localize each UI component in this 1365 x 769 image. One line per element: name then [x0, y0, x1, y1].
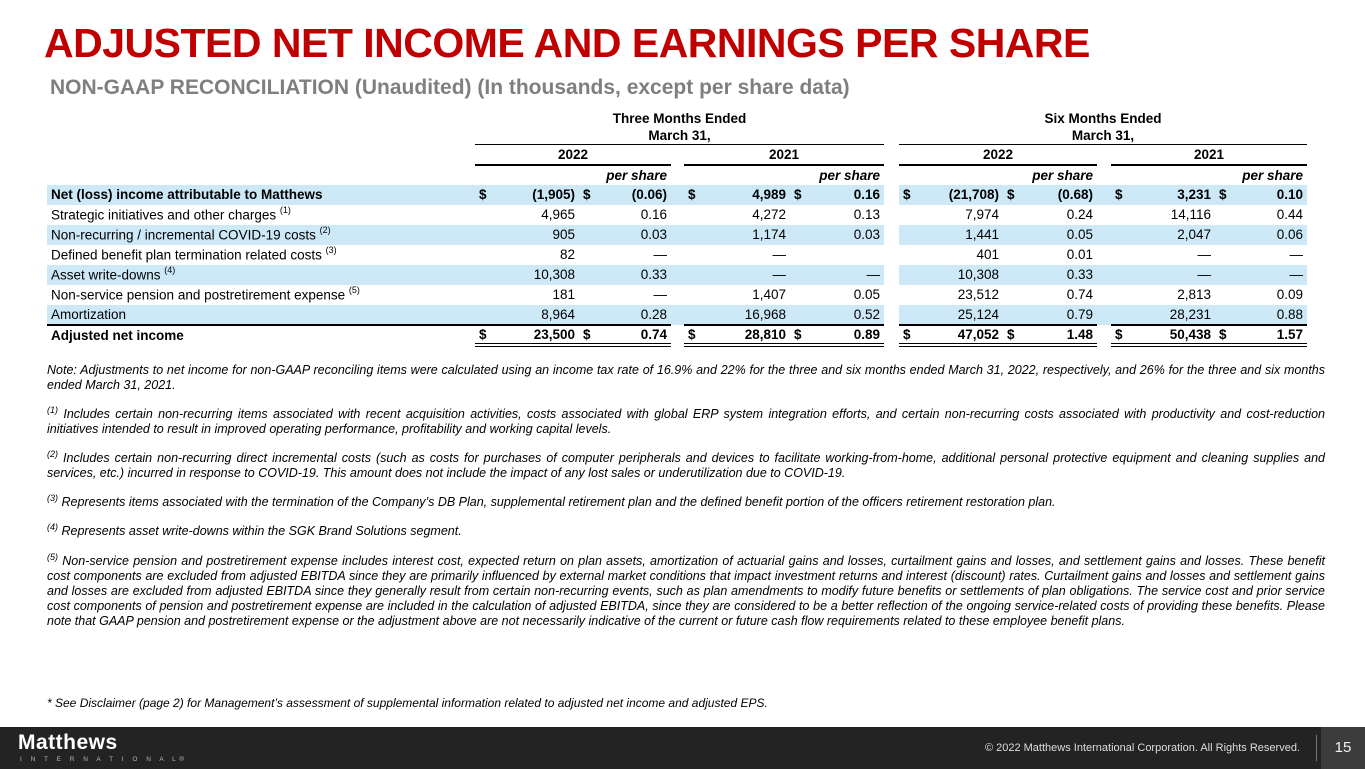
year-header: 2021	[684, 145, 884, 165]
footnote-marker: (3)	[47, 493, 58, 504]
column-gap	[1097, 265, 1111, 285]
per-share-header: per share	[606, 167, 667, 183]
dollar-sign	[790, 305, 812, 325]
dollar-sign	[1111, 245, 1133, 265]
footnote-marker: (2)	[319, 225, 331, 236]
column-gap	[671, 205, 684, 225]
dollar-sign	[475, 205, 497, 225]
dollar-sign	[1111, 285, 1133, 305]
footnote-marker: (3)	[325, 245, 337, 256]
footnote-marker: (5)	[47, 551, 58, 562]
column-gap	[884, 205, 899, 225]
dollar-sign: $	[475, 325, 497, 345]
per-share-value: (0.68)	[1025, 185, 1097, 205]
amount-value: 1,174	[706, 225, 790, 245]
amount-value: 2,813	[1177, 287, 1212, 302]
footnote-marker: (1)	[279, 205, 291, 216]
year-header: 2022	[899, 145, 1097, 165]
column-gap	[1097, 225, 1111, 245]
column-gap	[1097, 285, 1111, 305]
column-gap	[1097, 165, 1111, 185]
per-share-value: —	[812, 265, 884, 285]
dollar-sign	[684, 225, 706, 245]
per-share-value: 0.89	[812, 325, 884, 345]
notes-section	[47, 363, 1325, 639]
per-share-value: 0.03	[601, 225, 671, 245]
dollar-sign: $	[1215, 185, 1237, 205]
dollar-sign	[1003, 245, 1025, 265]
dollar-sign: $	[1003, 325, 1025, 345]
amount-value: 28,810	[706, 325, 790, 345]
table-row	[47, 285, 1307, 305]
dollar-sign	[899, 205, 921, 225]
footnote-marker: (5)	[348, 285, 360, 296]
per-share-value: 0.16	[812, 185, 884, 205]
column-gap	[884, 165, 899, 185]
row-label: Asset write-downs $^{(4)}$	[47, 265, 475, 285]
dollar-sign	[1215, 265, 1237, 285]
amount-value: —	[706, 265, 790, 285]
amount-value: 28,231	[1133, 305, 1215, 325]
amount-value: —	[1133, 265, 1215, 285]
dollar-sign: $	[899, 185, 921, 205]
dollar-sign	[1111, 225, 1133, 245]
per-share-value: 0.09	[1276, 287, 1304, 302]
per-share-value: —	[653, 287, 667, 302]
per-share-value: 0.16	[640, 207, 667, 222]
period-header-row	[47, 110, 1307, 145]
column-gap	[1097, 245, 1111, 265]
amount-value: —	[772, 247, 786, 262]
row-label: Non-service pension and postretirement expense $^{(5)}$	[51, 285, 360, 303]
dollar-sign	[475, 245, 497, 265]
per-share-value: 0.03	[812, 225, 884, 245]
dollar-sign: $	[684, 325, 706, 345]
per-share-value: —	[1289, 247, 1304, 262]
column-gap	[884, 265, 899, 285]
page-number: 15	[1321, 727, 1365, 769]
footnote: $^{(5)}$ Non-service pension and postretirement expense includes interest cost, expected return on plan assets, amortization of actuarial gains and losses, curtailment gains and losses, and settlement gains and losses. These benefit cost components are excluded from adjusted EBITDA since they are primarily influenced by external market conditions that impact investment returns and interest (discount) rates. Curtailment gains and losses and settlement gains and losses are excluded from adjusted EBITDA since they generally result from certain non-recurring events, such as plan amendments to modify future benefits or settlements of plan obligations. The service cost and prior service cost components of pension and postretirement expense are included in the calculation of adjusted EBITDA, since they are considered to be a better reflection of the ongoing service-related costs of providing these benefits. Please note that GAAP pension and postretirement expense or the adjustment above are not necessarily indicative of the current or future cash flow requirements related to these employee benefit plans.	[47, 551, 1325, 628]
dollar-sign: $	[790, 185, 812, 205]
table-row	[47, 205, 1307, 225]
logo-subtext: I N T E R N A T I O N A L®	[20, 756, 188, 763]
amount-value: 1,441	[921, 225, 1003, 245]
dollar-sign	[899, 285, 921, 305]
dollar-sign	[1111, 305, 1133, 325]
column-gap	[884, 305, 899, 325]
dollar-sign	[1215, 205, 1237, 225]
amount-value: 401	[976, 247, 1000, 262]
period-line-2: March 31,	[648, 128, 711, 143]
footer-divider	[1316, 735, 1317, 761]
per-share-value: 0.88	[1237, 305, 1307, 325]
dollar-sign: $	[475, 185, 497, 205]
footnotes	[47, 403, 1325, 629]
column-gap	[671, 165, 684, 185]
page-title: ADJUSTED NET INCOME AND EARNINGS PER SHARE	[44, 20, 1090, 66]
reconciliation-table-wrap	[47, 110, 1307, 347]
per-share-value: 0.33	[1025, 265, 1097, 285]
header-spacer	[47, 110, 475, 145]
amount-value: 23,512	[957, 287, 1000, 302]
per-share-value: 0.52	[812, 305, 884, 325]
dollar-sign	[1111, 265, 1133, 285]
amount-value: 1,407	[752, 287, 786, 302]
reconciliation-table-body	[47, 185, 1307, 345]
dollar-sign: $	[1003, 185, 1025, 205]
column-gap	[671, 285, 684, 305]
dollar-sign	[579, 225, 601, 245]
per-share-value: 1.57	[1237, 325, 1307, 345]
dollar-sign	[475, 305, 497, 325]
dollar-sign: $	[1111, 325, 1133, 345]
column-gap	[884, 145, 899, 165]
year-header-row	[47, 145, 1307, 165]
per-share-value: 0.10	[1237, 185, 1307, 205]
dollar-sign	[1003, 205, 1025, 225]
dollar-sign	[684, 205, 706, 225]
dollar-sign	[899, 265, 921, 285]
amount-value: 10,308	[497, 265, 579, 285]
dollar-sign	[684, 285, 706, 305]
column-gap	[884, 245, 899, 265]
amount-value: 50,438	[1133, 325, 1215, 345]
period-line-1: Three Months Ended	[612, 111, 747, 126]
logo-wordmark: Matthews	[18, 731, 118, 754]
amount-value: 23,500	[497, 325, 579, 345]
dollar-sign	[790, 285, 812, 305]
dollar-sign	[1003, 225, 1025, 245]
tax-rate-note: Note: Adjustments to net income for non-GAAP reconciling items were calculated using an income tax rate of 16.9% and 22% for the three and six months ended March 31, 2022, respectively, and 26% for the three and six months ended March 31, 2021.	[47, 363, 1325, 392]
dollar-sign	[1215, 305, 1237, 325]
year-header: 2021	[1111, 145, 1307, 165]
dollar-sign	[579, 265, 601, 285]
column-gap	[671, 325, 684, 345]
per-share-value: 0.24	[1066, 207, 1094, 222]
row-label: Strategic initiatives and other charges $^{(1)}$	[51, 205, 291, 223]
dollar-sign	[1003, 305, 1025, 325]
column-gap	[884, 110, 899, 145]
per-share-header: per share	[1032, 167, 1094, 183]
header-spacer	[47, 145, 475, 165]
matthews-logo	[18, 732, 188, 763]
column-gap	[884, 185, 899, 205]
row-label: Amortization	[47, 305, 475, 325]
column-gap	[671, 185, 684, 205]
dollar-sign: $	[899, 325, 921, 345]
row-label: Defined benefit plan termination related costs $^{(3)}$	[51, 245, 337, 263]
reconciliation-table	[47, 110, 1307, 347]
column-gap	[671, 305, 684, 325]
per-share-value: 0.13	[853, 207, 881, 222]
amount-value: 4,272	[752, 207, 786, 222]
row-label: Net (loss) income attributable to Matthews	[47, 185, 475, 205]
amount-value: 82	[559, 247, 575, 262]
copyright-text: © 2022 Matthews International Corporation. All Rights Reserved.	[984, 742, 1300, 754]
row-label: Non-recurring / incremental COVID-19 costs $^{(2)}$	[47, 225, 475, 245]
amount-value: —	[1197, 247, 1212, 262]
column-gap	[671, 225, 684, 245]
dollar-sign	[1215, 245, 1237, 265]
dollar-sign	[684, 305, 706, 325]
footnote: $^{(1)}$ Includes certain non-recurring items associated with recent acquisition activities, costs associated with global ERP system integration efforts, and certain non-recurring costs associated with productivity and cost-reduction initiatives intended to result in improved operating performance, profitability and working capital levels.	[47, 405, 1325, 437]
per-share-value: 0.44	[1276, 207, 1304, 222]
amount-value: 25,124	[921, 305, 1003, 325]
dollar-sign: $	[1111, 185, 1133, 205]
column-gap	[884, 285, 899, 305]
footnote-marker: (1)	[47, 405, 58, 415]
amount-value: 4,965	[541, 207, 575, 222]
dollar-sign: $	[684, 185, 706, 205]
column-gap	[884, 325, 899, 345]
dollar-sign	[579, 205, 601, 225]
page-subtitle: NON-GAAP RECONCILIATION (Unaudited) (In thousands, except per share data)	[50, 76, 850, 99]
column-gap	[1097, 305, 1111, 325]
amount-value: 2,047	[1133, 225, 1215, 245]
dollar-sign	[579, 285, 601, 305]
per-share-value: 0.05	[1025, 225, 1097, 245]
column-gap	[671, 245, 684, 265]
dollar-sign	[475, 225, 497, 245]
amount-value: 905	[497, 225, 579, 245]
per-share-header-row	[47, 165, 1307, 185]
amount-value: (21,708)	[921, 185, 1003, 205]
dollar-sign	[790, 205, 812, 225]
dollar-sign	[475, 285, 497, 305]
dollar-sign: $	[579, 325, 601, 345]
amount-value: (1,905)	[497, 185, 579, 205]
per-share-value: 0.74	[1066, 287, 1094, 302]
amount-value: 16,968	[706, 305, 790, 325]
dollar-sign	[1215, 225, 1237, 245]
per-share-header: per share	[1242, 167, 1304, 183]
per-share-value: 0.01	[1066, 247, 1094, 262]
dollar-sign	[579, 305, 601, 325]
footnote: $^{(4)}$ Represents asset write-downs within the SGK Brand Solutions segment.	[47, 522, 462, 539]
table-row	[47, 245, 1307, 265]
per-share-value: 0.05	[853, 287, 881, 302]
per-share-value	[812, 245, 884, 265]
dollar-sign	[684, 265, 706, 285]
per-share-value: 0.74	[601, 325, 671, 345]
period-line-1: Six Months Ended	[1044, 111, 1162, 126]
dollar-sign: $	[1215, 325, 1237, 345]
period-header-six-months	[899, 110, 1307, 145]
footnote: $^{(3)}$ Represents items associated with the termination of the Company’s DB Plan, supplemental retirement plan and the defined benefit portion of the officers retirement restoration plan.	[47, 493, 1056, 510]
period-line-2: March 31,	[1071, 128, 1135, 143]
footnote-marker: (4)	[47, 522, 58, 533]
column-gap	[884, 225, 899, 245]
header-spacer	[47, 165, 475, 185]
per-share-header: per share	[819, 167, 881, 183]
dollar-sign	[899, 305, 921, 325]
footnote-marker: (2)	[47, 449, 58, 460]
per-share-value: 1.48	[1025, 325, 1097, 345]
per-share-value: 0.33	[601, 265, 671, 285]
per-share-value: 0.79	[1025, 305, 1097, 325]
amount-value: 47,052	[921, 325, 1003, 345]
dollar-sign	[899, 225, 921, 245]
table-row	[47, 265, 1307, 285]
dollar-sign	[1111, 205, 1133, 225]
column-gap	[1097, 205, 1111, 225]
amount-value: 7,974	[965, 207, 1000, 222]
column-gap	[1097, 145, 1111, 165]
column-gap	[671, 265, 684, 285]
per-share-value: —	[1237, 265, 1307, 285]
footnote-marker: (4)	[164, 265, 176, 276]
dollar-sign	[790, 245, 812, 265]
column-gap	[1097, 185, 1111, 205]
row-label: Adjusted net income	[47, 325, 475, 345]
per-share-value: —	[653, 247, 667, 262]
dollar-sign	[1003, 265, 1025, 285]
total-row	[47, 325, 1307, 345]
dollar-sign	[684, 245, 706, 265]
amount-value: 8,964	[497, 305, 579, 325]
year-header: 2022	[475, 145, 671, 165]
dollar-sign	[790, 265, 812, 285]
dollar-sign	[1003, 285, 1025, 305]
table-row	[47, 305, 1307, 325]
dollar-sign: $	[790, 325, 812, 345]
table-row	[47, 225, 1307, 245]
amount-value: 14,116	[1170, 207, 1212, 222]
dollar-sign	[790, 225, 812, 245]
amount-value: 181	[552, 287, 575, 302]
table-row	[47, 185, 1307, 205]
period-header-three-months	[475, 110, 884, 145]
disclaimer-note: * See Disclaimer (page 2) for Management’s assessment of supplemental information related to adjusted net income and adjusted EPS.	[47, 696, 768, 710]
per-share-value: (0.06)	[601, 185, 671, 205]
dollar-sign	[899, 245, 921, 265]
dollar-sign	[1215, 285, 1237, 305]
footer-bar	[0, 727, 1365, 769]
footnote: $^{(2)}$ Includes certain non-recurring direct incremental costs (such as costs for purchases of computer peripherals and devices to facilitate working-from-home, additional personal protective equipment and cleaning supplies and services, etc.) incurred in response to COVID-19. This amount does not include the impact of any lost sales or underutilization due to COVID-19.	[47, 449, 1325, 481]
dollar-sign: $	[579, 185, 601, 205]
dollar-sign	[475, 265, 497, 285]
amount-value: 10,308	[921, 265, 1003, 285]
amount-value: 4,989	[706, 185, 790, 205]
amount-value: 3,231	[1133, 185, 1215, 205]
column-gap	[671, 145, 684, 165]
per-share-value: 0.06	[1237, 225, 1307, 245]
per-share-value: 0.28	[601, 305, 671, 325]
dollar-sign	[579, 245, 601, 265]
column-gap	[1097, 325, 1111, 345]
